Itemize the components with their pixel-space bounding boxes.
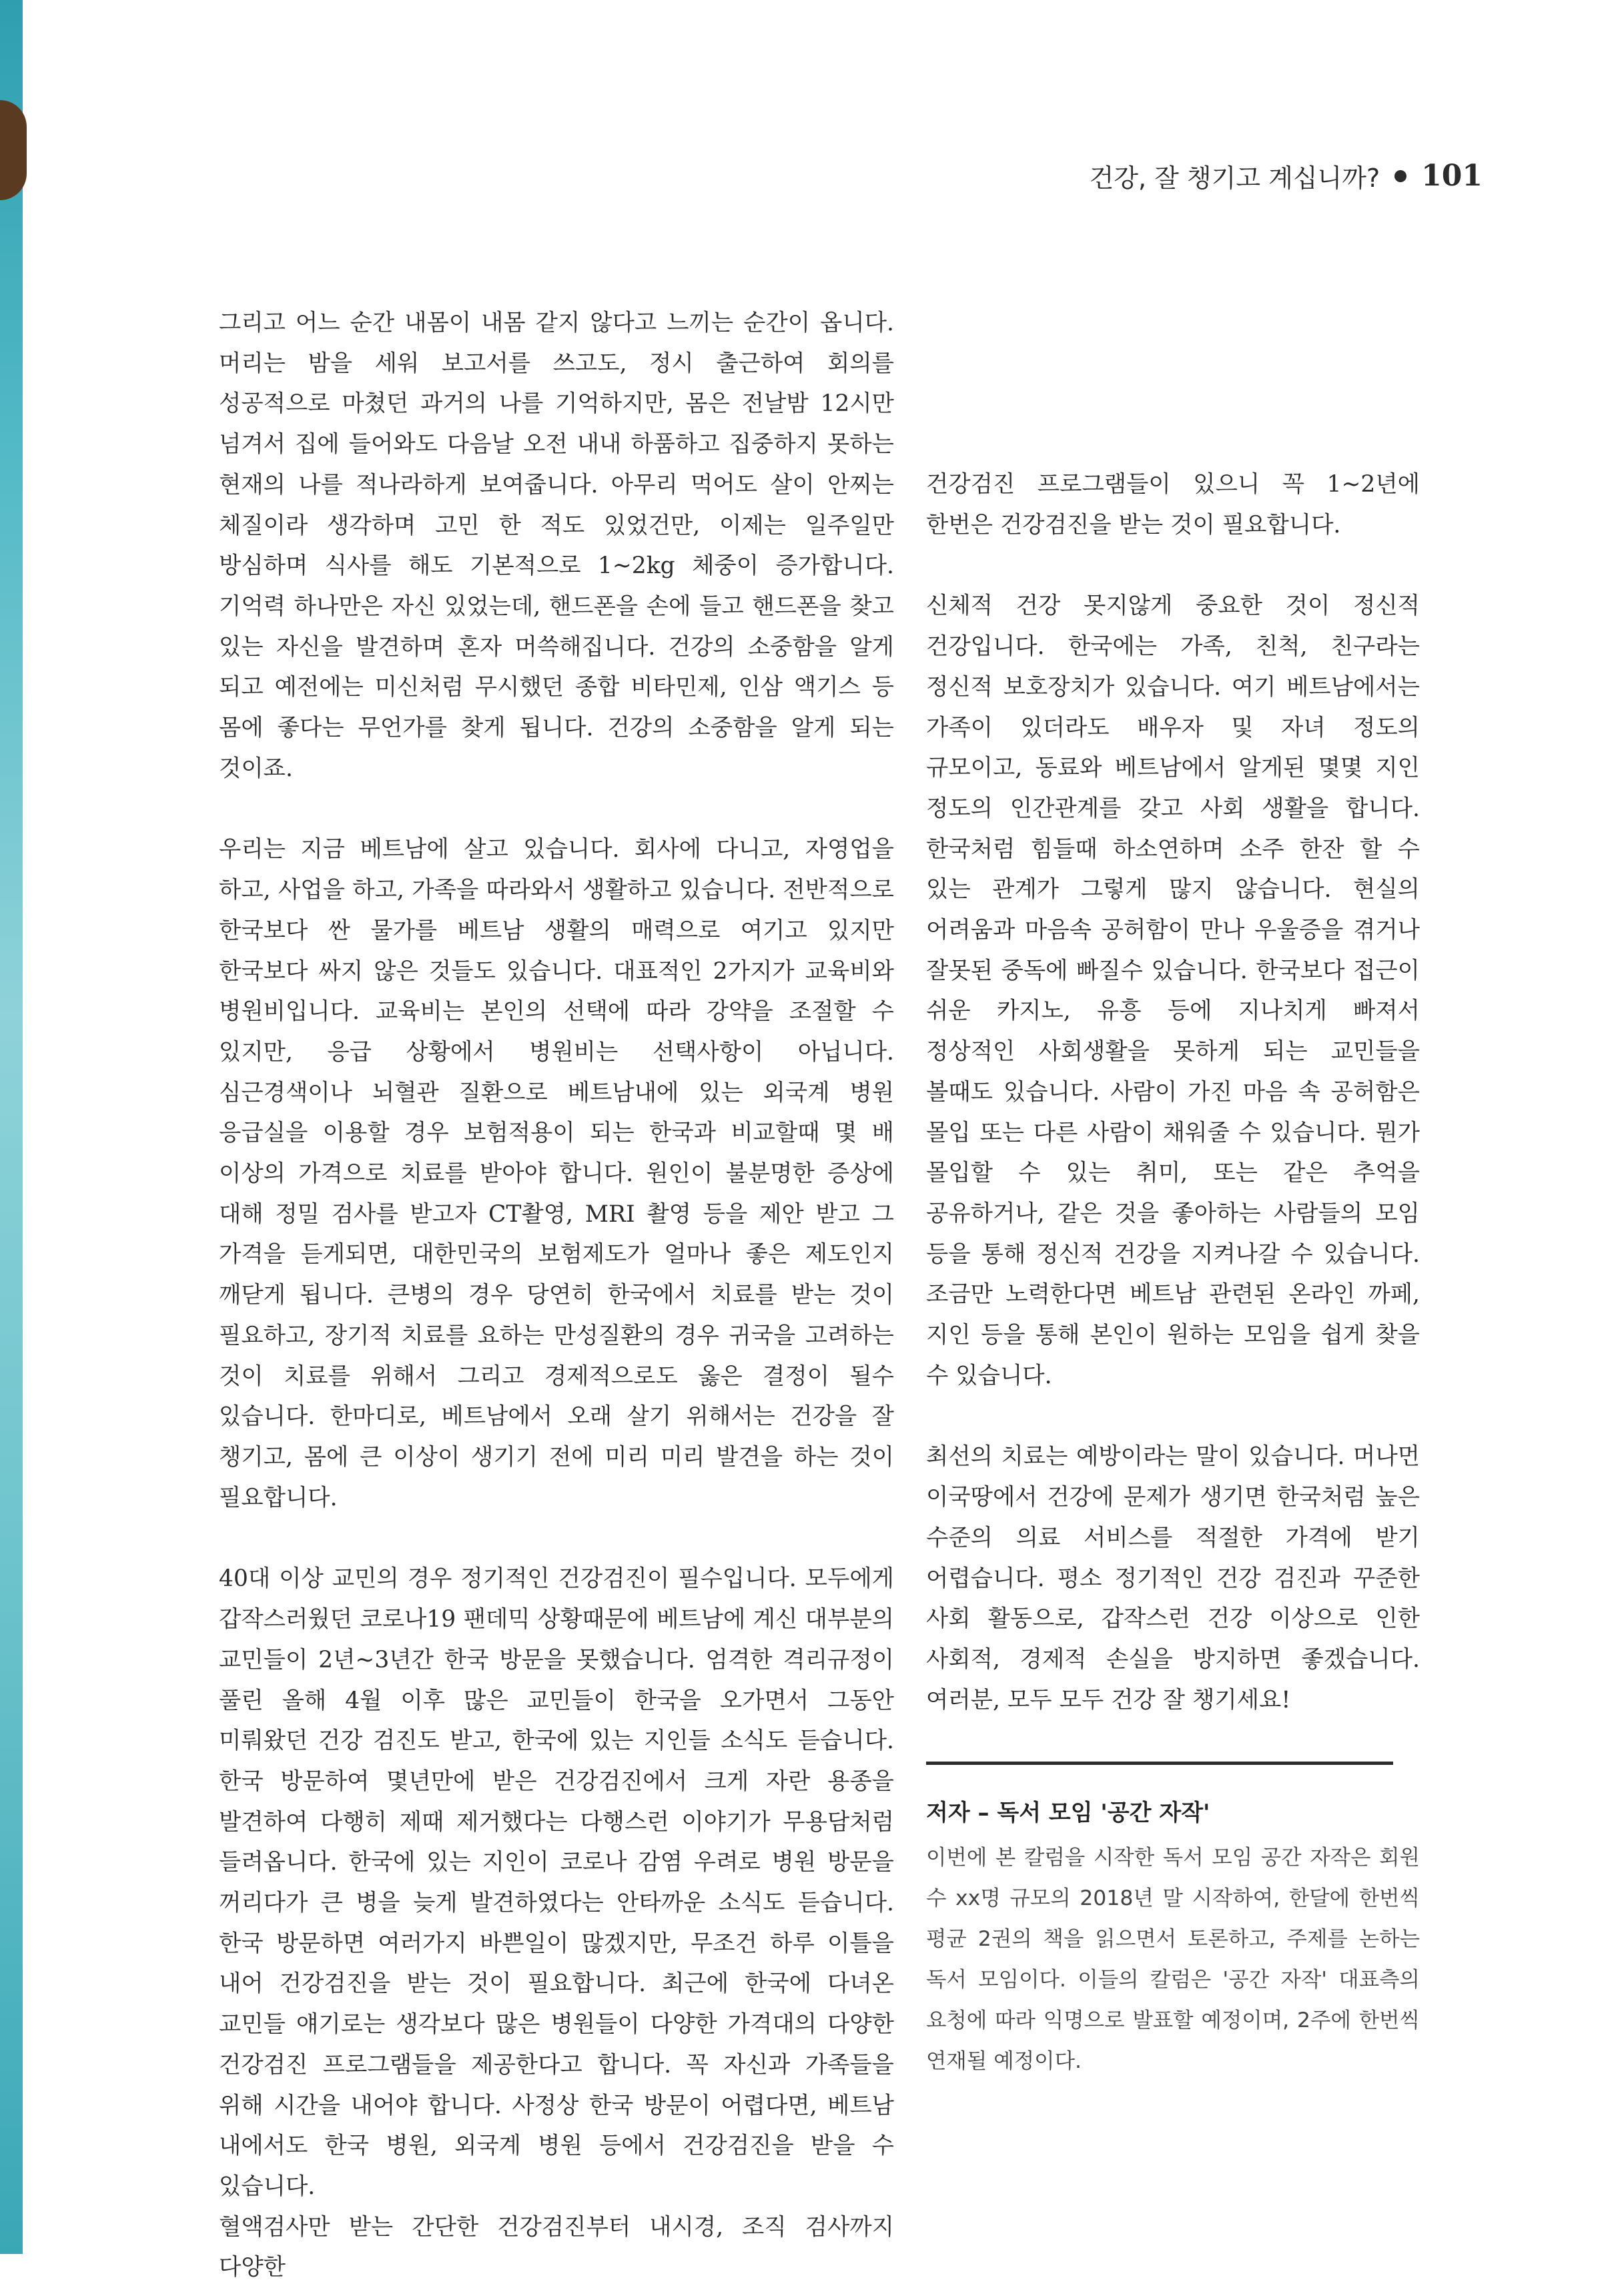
section-title: 건강, 잘 챙기고 계십니까? [1089, 163, 1380, 193]
decorative-edge-strip [0, 0, 23, 2254]
paragraph: 우리는 지금 베트남에 살고 있습니다. 회사에 다니고, 자영업을 하고, 사업을 하고, 가족을 따라와서 생활하고 있습니다. 전반적으로 한국보다 싼 물가를 베트남 생활의 매력으로 여기고 있지만 한국보다 싸지 않은 것들도 있습니다. 대표적인 2가지가 교육비와 병원비입니다. 교육비는 본인의 선택에 따라 강약을 조절할 수 있지만, 응급 상황에서 병원비는 선택사항이 아닙니다. 심근경색이나 뇌혈관 질환으로 베트남내에 있는 외국계 병원 응급실을 이용할 경우 보험적용이 되는 한국과 비교할때 몇 배 이상의 가격으로 치료를 받아야 합니다. 원인이 불분명한 증상에 대해 정밀 검사를 받고자 CT촬영, MRI 촬영 등을 제안 받고 그 가격을 듣게되면, 대한민국의 보험제도가 얼마나 좋은 제도인지 깨닫게 됩니다. 큰병의 경우 당연히 한국에서 치료를 받는 것이 필요하고, 장기적 치료를 요하는 만성질환의 경우 귀국을 고려하는 것이 치료를 위해서 그리고 경제적으로도 옳은 결정이 될수 있습니다. 한마디로, 베트남에서 오래 살기 위해서는 건강을 잘 챙기고, 몸에 큰 이상이 생기기 전에 미리 미리 발견을 하는 것이 필요합니다. [219, 836, 894, 1511]
author-divider [926, 1762, 1393, 1765]
paragraph: 40대 이상 교민의 경우 정기적인 건강검진이 필수입니다. 모두에게 갑작스러웠던 코로나19 팬데믹 상황때문에 베트남에 계신 대부분의 교민들이 2년~3년간 한국 방문을 못했습니다. 엄격한 격리규정이 풀린 올해 4월 이후 많은 교민들이 한국을 오가면서 그동안 미뤄왔던 건강 검진도 받고, 한국에 있는 지인들 소식도 듣습니다. 한국 방문하여 몇년만에 받은 건강검진에서 크게 자란 용종을 발견하여 다행히 제때 제거했다는 다행스런 이야기가 무용담처럼 들려옵니다. 한국에 있는 지인이 코로나 감염 우려로 병원 방문을 꺼리다가 큰 병을 늦게 발견하였다는 안타까운 소식도 듣습니다. 한국 방문하면 여러가지 바쁜일이 많겠지만, 무조건 하루 이틀을 내어 건강검진을 받는 것이 필요합니다. 최근에 한국에 다녀온 교민들 얘기로는 생각보다 많은 병원들이 다양한 가격대의 다양한 건강검진 프로그램들을 제공한다고 합니다. 꼭 자신과 가족들을 위해 시간을 내어야 합니다. 사정상 한국 방문이 어렵다면, 베트남 내에서도 한국 병원, 외국계 병원 등에서 건강검진을 받을 수 있습니다. [219, 1565, 894, 2200]
author-title: 저자 – 독서 모임 '공간 자작' [926, 1800, 1210, 1826]
paragraph: 건강검진 프로그램들이 있으니 꼭 1~2년에 한번은 건강검진을 받는 것이 필요합니다. [926, 471, 1420, 538]
paragraph: 최선의 치료는 예방이라는 말이 있습니다. 머나먼 이국땅에서 건강에 문제가 생기면 한국처럼 높은 수준의 의료 서비스를 적절한 가격에 받기 어렵습니다. 평소 정기적인 건강 검진과 꾸준한 사회 활동으로, 갑작스런 건강 이상으로 인한 사회적, 경제적 손실을 방지하면 좋겠습니다. 여러분, 모두 모두 건강 잘 챙기세요! [926, 1443, 1420, 1713]
running-header [1090, 157, 1483, 194]
paragraph: 그리고 어느 순간 내몸이 내몸 같지 않다고 느끼는 순간이 옵니다. 머리는 밤을 세워 보고서를 쓰고도, 정시 출근하여 회의를 성공적으로 마쳤던 과거의 나를 기억하지만, 몸은 전날밤 12시만 넘겨서 집에 들어와도 다음날 오전 내내 하품하고 집중하지 못하는 현재의 나를 적나라하게 보여줍니다. 아무리 먹어도 살이 안찌는 체질이라 생각하며 고민 한 적도 있었건만, 이제는 일주일만 방심하며 식사를 해도 기본적으로 1~2kg 체중이 증가합니다. 기억력 하나만은 자신 있었는데, 핸드폰을 손에 들고 핸드폰을 찾고 있는 자신을 발견하며 혼자 머쓱해집니다. 건강의 소중함을 알게 되고 예전에는 미신처럼 무시했던 종합 비타민제, 인삼 액기스 등 몸에 좋다는 무언가를 찾게 됩니다. 건강의 소중함을 알게 되는 것이죠. [219, 310, 894, 782]
paragraph: 신체적 건강 못지않게 중요한 것이 정신적 건강입니다. 한국에는 가족, 친척, 친구라는 정신적 보호장치가 있습니다. 여기 베트남에서는 가족이 있더라도 배우자 및 자녀 정도의 규모이고, 동료와 베트남에서 알게된 몇몇 지인 정도의 인간관계를 갖고 사회 생활을 합니다. 한국처럼 힘들때 하소연하며 소주 한잔 할 수 있는 관계가 그렇게 많지 않습니다. 현실의 어려움과 마음속 공허함이 만나 우울증을 겪거나 잘못된 중독에 빠질수 있습니다. 한국보다 접근이 쉬운 카지노, 유흥 등에 지나치게 빠져서 정상적인 사회생활을 못하게 되는 교민들을 볼때도 있습니다. 사람이 가진 마음 속 공허함은 몰입 또는 다른 사람이 채워줄 수 있습니다. 뭔가 몰입할 수 있는 취미, 또는 같은 추억을 공유하거나, 같은 것을 좋아하는 사람들의 모임 등을 통해 정신적 건강을 지켜나갈 수 있습니다. 조금만 노력한다면 베트남 관련된 온라인 까페, 지인 등을 통해 본인이 원하는 모임을 쉽게 찾을 수 있습니다. [926, 593, 1420, 1389]
right-column [926, 464, 1420, 1720]
left-column [219, 303, 894, 2288]
author-description: 이번에 본 칼럼을 시작한 독서 모임 공간 자작은 회원 수 xx명 규모의 2018년 말 시작하여, 한달에 한번씩 평균 2권의 책을 읽으면서 토론하고, 주제를 논하는 독서 모임이다. 이들의 칼럼은 '공간 자작' 대표측의 요청에 따라 익명으로 발표할 예정이며, 2주에 한번씩 연재될 예정이다. [926, 1846, 1420, 2073]
paragraph: 혈액검사만 받는 간단한 건강검진부터 내시경, 조직 검사까지 다양한 [219, 2213, 894, 2281]
decorative-edge-shape [0, 100, 27, 200]
bullet-dot-icon [1394, 170, 1406, 182]
page-number: 101 [1421, 159, 1483, 193]
